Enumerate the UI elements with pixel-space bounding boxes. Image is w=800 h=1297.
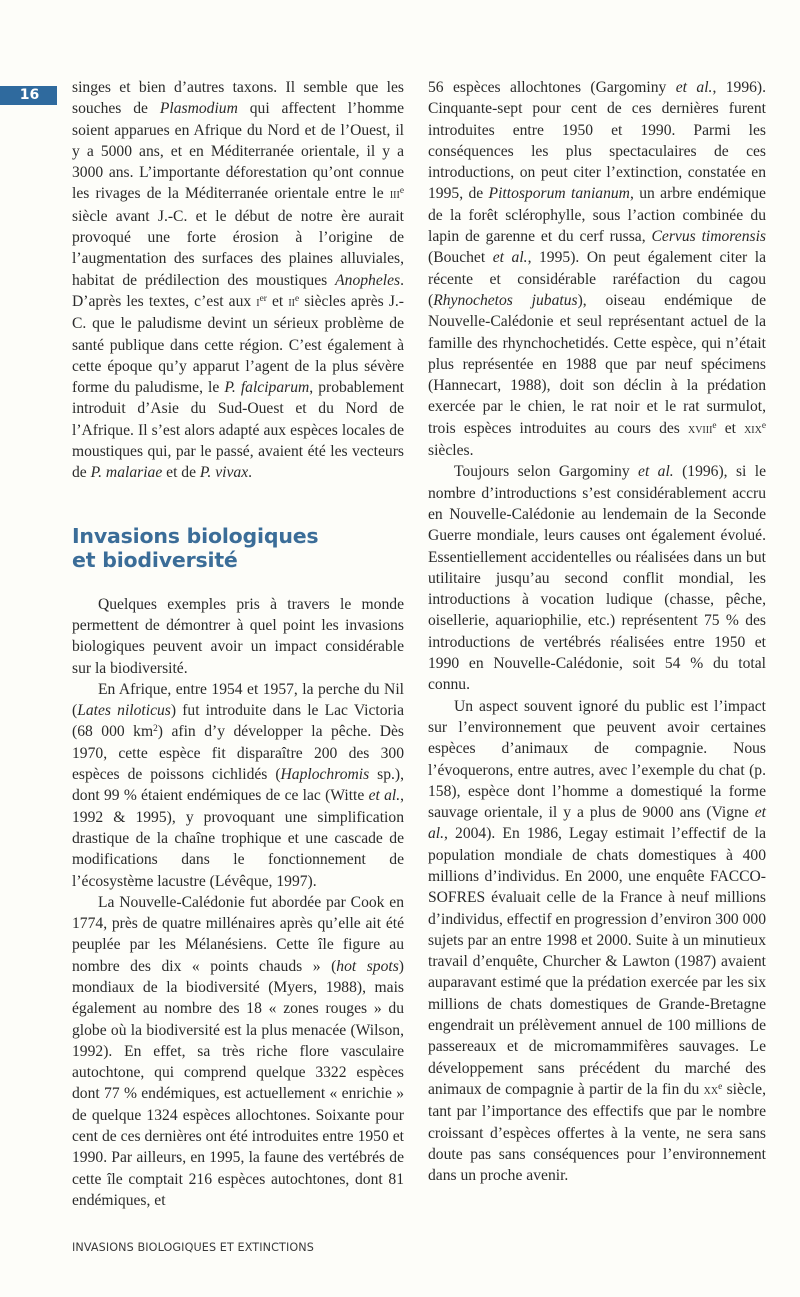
roman-numeral: xx xyxy=(703,1081,719,1098)
taxon-name: Anopheles xyxy=(335,271,401,289)
text: ) afin d’y développer la pêche. Dès 1970, cette espèce fit disparaître 200 des 300 espèces de poissons cichlidés ( xyxy=(72,723,404,784)
text: , un arbre endémique de la forêt sclérophylle, sous l’action combinée du lapin de garenne et du cerf russa, xyxy=(428,185,766,246)
section-heading xyxy=(72,524,404,572)
roman-numeral: iii xyxy=(389,186,400,203)
text: et xyxy=(716,419,745,437)
text: singes et bien d’autres taxons. Il semble que les souches de xyxy=(72,79,404,118)
taxon-name: P. falciparum xyxy=(224,379,310,397)
heading-line-2: et biodiversité xyxy=(72,547,238,572)
superscript: 2 xyxy=(153,724,158,735)
text: . D’après les textes, c’est aux xyxy=(72,271,404,310)
text: . xyxy=(248,464,253,482)
superscript: e xyxy=(294,293,300,304)
right-column xyxy=(428,77,766,1186)
running-footer: INVASIONS BIOLOGIQUES ET EXTINCTIONS xyxy=(72,1241,314,1254)
text: 56 espèces allochtones (Gargominy xyxy=(428,79,676,96)
text: En Afrique, entre 1954 et 1957, la perche du Nil ( xyxy=(72,680,404,720)
citation-etal: et al. xyxy=(638,463,674,481)
text: sp.), dont 99 % étaient endémiques de ce lac (Witte xyxy=(72,766,404,805)
text: , 1995). On peut également citer la récente et considérable raréfaction du cagou ( xyxy=(428,249,766,309)
text: (1996), si le nombre d’introductions s’est considérablement accru en Nouvelle-Calédonie au lendemain de la Seconde Guerre mondiale, leurs causes ont également évolué. Essentiellement accidentelles ou réalisées dans un but utilitaire jusqu’au second conflit mondial, les introductions à vocation ludique (chasse, pêche, oisellerie, aquariophilie, etc.) représentent 75 % des introductions de vertébrés réalisées entre 1950 et 1990 en Nouvelle-Calédonie, soit 54 % du total connu. xyxy=(428,463,766,694)
text: ) fut introduite dans le Lac Victoria (68 000 km xyxy=(72,702,404,741)
text: ) mondiaux de la biodiversité (Myers, 1988), mais également au nombre des 18 « zones rouges » du globe où la biodiversité est la plus menacée (Wilson, 1992). En effet, sa très riche flore vasculaire autochtone, qui comprend quelque 3322 espèces dont 77 % endémiques, est actuellement « enrichie » de quelque 1324 espèces allochtones. Soixante pour cent de ces dernières ont été introduites entre 1950 et 1990. Par ailleurs, en 1995, la faune des vertébrés de cette île comptait 216 espèces autochtones, dont 81 endémiques, et xyxy=(72,957,404,1209)
paragraph-introduction-causes xyxy=(428,461,766,695)
heading-line-1: Invasions biologiques xyxy=(72,523,319,548)
superscript: e xyxy=(712,420,717,431)
text: et de xyxy=(162,464,200,482)
roman-numeral: xix xyxy=(744,420,762,437)
paragraph-continuation xyxy=(428,77,766,461)
text: qui affectent l’homme soient apparues en Afrique du Nord et de l’Ouest, il y a 5000 ans, et en Méditerranée orientale, il y a 3000 ans. L’importante déforestation qu’ont connue les rivages de la Méditerranée orientale entre le xyxy=(72,100,404,203)
text: et xyxy=(266,292,289,310)
text: siècle, tant par l’importance des effectifs que par le nombre croissant d’espèces offertes à la vente, ne sera sans doute pas sans conséquences pour l’environnement dans un proche avenir. xyxy=(428,1080,766,1185)
superscript: e xyxy=(399,186,404,197)
superscript: er xyxy=(259,293,267,304)
text: siècles. xyxy=(428,442,474,460)
taxon-name: Plasmodium xyxy=(159,100,238,118)
text: , 1996). Cinquante-sept pour cent de ces dernières furent introduites entre 1950 et 1990. Parmi les conséquences les plus spectaculaires de ces introductions, on peut citer l’extinction, constatée en 1995, de xyxy=(428,79,767,203)
paragraph-malaria-history xyxy=(72,77,404,484)
text: , 1992 & 1995), y provoquant une simplification drastique de la chaîne trophique et une cascade de modifications dans le fonctionnement de l’écosystème lacustre (Lévêque, 1997). xyxy=(72,787,405,890)
left-column xyxy=(72,77,404,1211)
taxon-name: Cervus timorensis xyxy=(651,228,766,246)
text: Un aspect souvent ignoré du public est l’impact sur l’environnement que peuvent avoir certaines espèces d’animaux de compagnie. Nous l’évoquerons, entre autres, avec l’exemple du chat (p. 158), espèce dont l’homme a domestiqué la forme sauvage orientale, il y a plus de 9000 ans (Vigne xyxy=(428,697,766,822)
paragraph-intro: Quelques exemples pris à travers le monde permettent de démontrer à quel point les invasions biologiques peuvent avoir un impact considérable sur la biodiversité. xyxy=(72,595,404,677)
text: (Bouchet xyxy=(428,249,493,267)
taxon-name: P. malariae xyxy=(90,464,163,482)
roman-numeral: xviii xyxy=(687,420,713,437)
text: , 2004). En 1986, Legay estimait l’effectif de la population mondiale de chats domestiques à 400 millions d’individus. En 2000, une enquête FACCO-SOFRES évaluait celle de la France à neuf millions d’individus, effectif en progression d’environ 300 000 sujets par an entre 1998 et 2000. Suite à un minutieux travail d’enquête, Churcher & Lawton (1987) avaient auparavant estimé que la prédation exercée par les six millions de chats domestiques de Grande-Bretagne engendrait un prélèvement annuel de 100 millions de passereaux et de micromammifères sauvages. Le développement sans précédent du marché des animaux de compagnie à partir de la fin du xyxy=(428,825,766,1098)
italic-term: hot spots xyxy=(336,957,399,975)
text: , probablement introduit d’Asie du Sud-Ouest et du Nord de l’Afrique. Il s’est alors adapté aux espèces locales de moustiques qui, par le passé, avaient été les vecteurs de xyxy=(72,379,404,482)
taxon-name: P. vivax xyxy=(199,464,249,482)
taxon-name: Lates niloticus xyxy=(77,702,171,720)
text: Toujours selon Gargominy xyxy=(454,463,639,481)
paragraph-lake-victoria xyxy=(72,679,404,892)
taxon-name: Rhynochetos jubatus xyxy=(433,291,578,309)
text: siècles après J.-C. que le paludisme devint un sérieux problème de santé publique dans cette région. C’est également à cette époque qu’y apparut l’agent de la plus sévère forme du paludisme, le xyxy=(72,292,404,397)
roman-numeral: ii xyxy=(288,293,295,310)
superscript: e xyxy=(718,1081,723,1092)
citation-etal: et al. xyxy=(428,804,766,843)
text: La Nouvelle-Calédonie fut abordée par Cook en 1774, près de quatre millénaires après qu’elle ait été peuplée par les Mélanésiens. Cette île figure au nombre des dix « points chauds » ( xyxy=(72,893,404,975)
page-number-badge: 16 xyxy=(0,86,57,105)
text: siècle avant J.-C. et le début de notre ère aurait provoqué une forte érosion à l’origine de l’augmentation des surfaces des plaines alluviales, habitat de prédilection des moustiques xyxy=(72,207,404,289)
taxon-name: Haplochromis xyxy=(280,766,370,784)
paragraph-new-caledonia xyxy=(72,892,404,1211)
citation-etal: et al. xyxy=(675,79,713,96)
paragraph-pets-impact xyxy=(428,696,766,1187)
text: ), oiseau endémique de Nouvelle-Calédonie et seul représentant actuel de la famille des rhynchochetidés. Cette espèce, qui n’était plus représentée en 1988 que par neuf spécimens (Hannecart, 1988), doit son déclin à la prédation exercée par le chien, le rat noir et le rat surmulot, trois espèces introduites au cours des xyxy=(428,291,766,437)
taxon-name: Pittosporum tanianum xyxy=(488,185,630,203)
citation-etal: et al. xyxy=(492,249,528,267)
roman-numeral: i xyxy=(256,293,260,310)
citation-etal: et al. xyxy=(368,787,401,805)
superscript: e xyxy=(761,420,766,431)
